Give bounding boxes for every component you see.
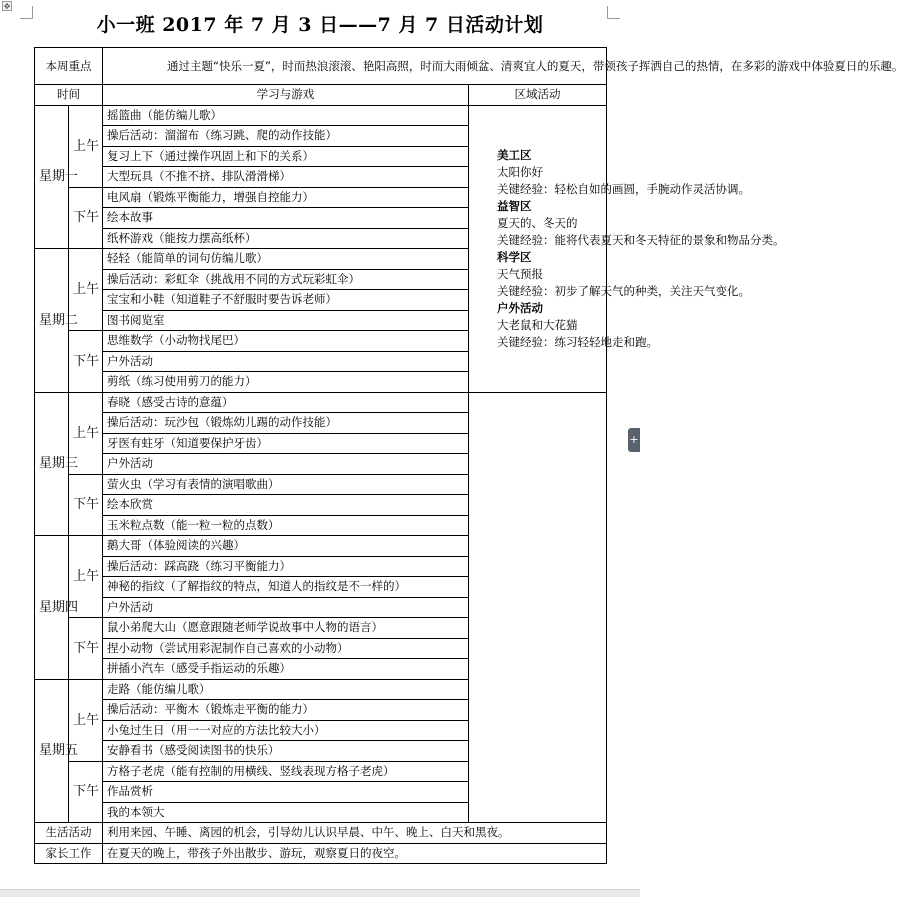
table-move-handle[interactable]: ✥ bbox=[3, 2, 11, 11]
day-label: 星期四 bbox=[35, 536, 69, 680]
horizontal-scrollbar[interactable] bbox=[0, 889, 640, 897]
activity-item: 拼插小汽车（感受手指运动的乐趣） bbox=[103, 659, 469, 680]
activity-item: 户外活动 bbox=[103, 597, 469, 618]
activity-item: 操后活动：踩高跷（练习平衡能力） bbox=[103, 556, 469, 577]
pm-label: 下午 bbox=[69, 761, 103, 823]
activity-item: 鹅大哥（体验阅读的兴趣） bbox=[103, 536, 469, 557]
pm-label: 下午 bbox=[69, 187, 103, 249]
activity-item: 操后活动：溜溜布（练习跳、爬的动作技能） bbox=[103, 126, 469, 147]
activity-item: 绘本欣赏 bbox=[103, 495, 469, 516]
am-label: 上午 bbox=[69, 536, 103, 618]
area-desc: 天气预报 bbox=[497, 266, 543, 281]
activity-item: 神秘的指纹（了解指纹的特点，知道人的指纹是不一样的） bbox=[103, 577, 469, 598]
am-label: 上午 bbox=[69, 249, 103, 331]
pm-label: 下午 bbox=[69, 331, 103, 393]
life-label: 生活活动 bbox=[35, 823, 103, 844]
am-label: 上午 bbox=[69, 679, 103, 761]
header-area: 区域活动 bbox=[469, 85, 607, 106]
activity-item: 户外活动 bbox=[103, 351, 469, 372]
am-label: 上午 bbox=[69, 392, 103, 474]
activity-item: 纸杯游戏（能按力摆高纸杯） bbox=[103, 228, 469, 249]
header-learning: 学习与游戏 bbox=[103, 85, 469, 106]
area-key-experience: 关键经验：轻松自如的画圆，手腕动作灵活协调。 bbox=[497, 181, 750, 196]
activity-item: 鼠小弟爬大山（愿意跟随老师学说故事中人物的语言） bbox=[103, 618, 469, 639]
day-label: 星期一 bbox=[35, 105, 69, 249]
activity-item: 操后活动：彩虹伞（挑战用不同的方式玩彩虹伞） bbox=[103, 269, 469, 290]
activity-item: 电风扇（锻炼平衡能力，增强自控能力） bbox=[103, 187, 469, 208]
area-name: 益智区 bbox=[497, 198, 532, 213]
area-key-experience: 关键经验：能将代表夏天和冬天特征的景象和物品分类。 bbox=[497, 232, 785, 247]
activity-item: 牙医有蛀牙（知道要保护牙齿） bbox=[103, 433, 469, 454]
day-label: 星期三 bbox=[35, 392, 69, 536]
activity-item: 萤火虫（学习有表情的演唱歌曲） bbox=[103, 474, 469, 495]
activity-item: 剪纸（练习使用剪刀的能力） bbox=[103, 372, 469, 393]
area-desc: 大老鼠和大花猫 bbox=[497, 317, 578, 332]
activity-item: 绘本故事 bbox=[103, 208, 469, 229]
area-key-experience: 关键经验：练习轻轻地走和跑。 bbox=[497, 334, 658, 349]
pm-label: 下午 bbox=[69, 474, 103, 536]
parent-text: 在夏天的晚上，带孩子外出散步、游玩，观察夏日的夜空。 bbox=[103, 843, 607, 864]
area-desc: 夏天的、冬天的 bbox=[497, 215, 578, 230]
area-activities bbox=[469, 105, 785, 392]
focus-label: 本周重点 bbox=[35, 48, 103, 85]
day-label: 星期二 bbox=[35, 249, 69, 393]
focus-text: 通过主题“快乐一夏”，时而热浪滚滚、艳阳高照，时而大雨倾盆、清爽宜人的夏天，带领孩子挥洒自己的热情，在多彩的游戏中体验夏日的乐趣。 bbox=[103, 48, 607, 85]
area-name: 美工区 bbox=[497, 147, 532, 162]
activity-item: 户外活动 bbox=[103, 454, 469, 475]
activity-plan-table bbox=[34, 47, 903, 864]
area-name: 户外活动 bbox=[497, 300, 543, 315]
activity-item: 操后活动：玩沙包（锻炼幼儿踢的动作技能） bbox=[103, 413, 469, 434]
activity-item: 思维数学（小动物找尾巴） bbox=[103, 331, 469, 352]
side-expand-tab[interactable]: + bbox=[628, 428, 640, 452]
activity-item: 方格子老虎（能有控制的用横线、竖线表现方格子老虎） bbox=[103, 761, 469, 782]
activity-item: 走路（能仿编儿歌） bbox=[103, 679, 469, 700]
activity-item: 安静看书（感受阅读图书的快乐） bbox=[103, 741, 469, 762]
activity-item: 大型玩具（不推不挤、排队滑滑梯） bbox=[103, 167, 469, 188]
activity-item: 我的本领大 bbox=[103, 802, 469, 823]
parent-label: 家长工作 bbox=[35, 843, 103, 864]
am-label: 上午 bbox=[69, 105, 103, 187]
page-title: 小一班 2017 年 7 月 3 日——7 月 7 日活动计划 bbox=[96, 14, 544, 36]
activity-item: 图书阅览室 bbox=[103, 310, 469, 331]
pm-label: 下午 bbox=[69, 618, 103, 680]
activity-item: 摇篮曲（能仿编儿歌） bbox=[103, 105, 469, 126]
activity-item: 宝宝和小鞋（知道鞋子不舒服时要告诉老师） bbox=[103, 290, 469, 311]
area-key-experience: 关键经验：初步了解天气的种类，关注天气变化。 bbox=[497, 283, 750, 298]
life-text: 利用来园、午睡、离园的机会，引导幼儿认识早晨、中午、晚上、白天和黑夜。 bbox=[103, 823, 607, 844]
activity-item: 作品赏析 bbox=[103, 782, 469, 803]
area-name: 科学区 bbox=[497, 249, 532, 264]
area-desc: 太阳你好 bbox=[497, 164, 543, 179]
table-row bbox=[35, 105, 607, 126]
table-row bbox=[35, 392, 607, 413]
activity-item: 春晓（感受古诗的意蕴） bbox=[103, 392, 469, 413]
activity-item: 复习上下（通过操作巩固上和下的关系） bbox=[103, 146, 469, 167]
activity-item: 小兔过生日（用一一对应的方法比较大小） bbox=[103, 720, 469, 741]
activity-item: 轻轻（能简单的词句仿编儿歌） bbox=[103, 249, 469, 270]
activity-item: 玉米粒点数（能一粒一粒的点数） bbox=[103, 515, 469, 536]
header-time: 时间 bbox=[35, 85, 103, 106]
day-label: 星期五 bbox=[35, 679, 69, 823]
activity-item: 操后活动：平衡木（锻炼走平衡的能力） bbox=[103, 700, 469, 721]
activity-item: 捏小动物（尝试用彩泥制作自己喜欢的小动物） bbox=[103, 638, 469, 659]
area-empty bbox=[469, 392, 607, 823]
